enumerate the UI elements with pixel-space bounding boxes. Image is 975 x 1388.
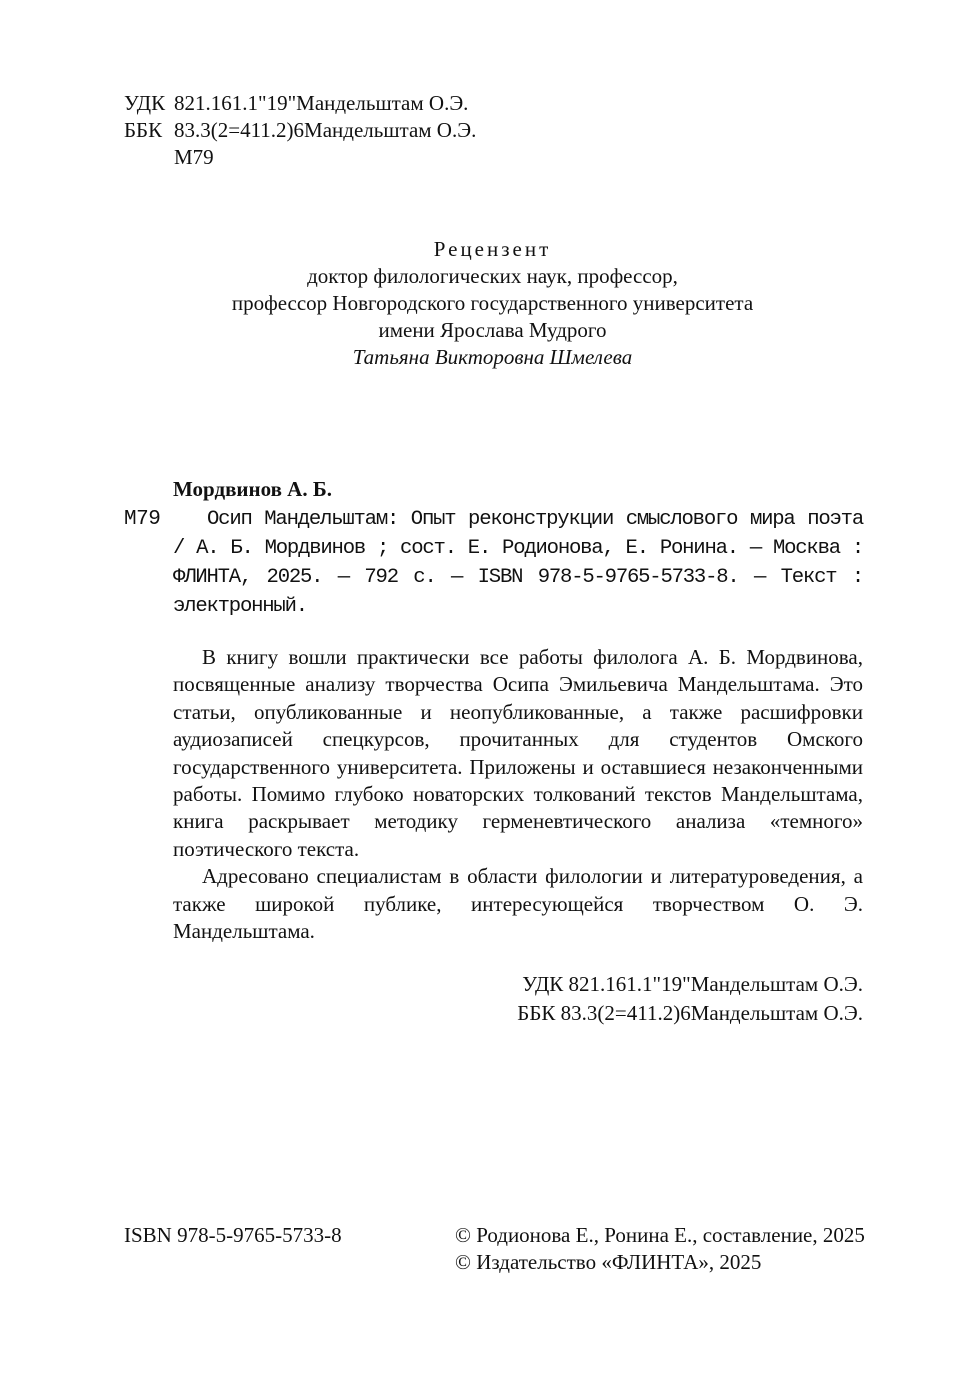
copyright-block xyxy=(455,1222,865,1276)
reviewer-heading: Рецензент xyxy=(433,237,552,261)
author-mark-top: М79 xyxy=(174,145,214,169)
reviewer-name: Татьяна Викторовна Шмелева xyxy=(352,345,633,369)
abstract xyxy=(173,644,863,945)
copyright-publisher: © Издательство «ФЛИНТА», 2025 xyxy=(455,1250,762,1274)
abstract-paragraph: В книгу вошли практически все работы филолога А. Б. Мордвинова, посвященные анализу творчества Осипа Эмильевича Мандельштама. Это статьи, опубликованные и неопубликованные, а также расшифровки аудиозаписей спецкурсов, прочитанных для студентов Омского государственного университета. Приложены и оставшиеся незаконченными работы. Помимо глубоко новаторских толкований текстов Мандельштама, книга раскрывает методику герменевтического анализа «темного» поэтического текста. xyxy=(173,645,863,861)
udk-value: 821.161.1"19"Мандельштам О.Э. xyxy=(174,91,469,115)
reviewer-degree: доктор филологических наук, профессор, xyxy=(307,264,678,288)
udk-line-bottom: УДК 821.161.1"19"Мандельштам О.Э. xyxy=(522,972,863,996)
bbk-line-bottom: ББК 83.3(2=411.2)6Мандельштам О.Э. xyxy=(517,1001,863,1025)
bbk-value: 83.3(2=411.2)6Мандельштам О.Э. xyxy=(174,118,477,142)
isbn: ISBN 978-5-9765-5733-8 xyxy=(124,1223,342,1247)
reviewer-position: профессор Новгородского государственного университета xyxy=(231,291,754,315)
bbk-label: ББК xyxy=(124,118,163,142)
udk-line-top xyxy=(124,90,468,117)
card-author: Мордвинов А. Б. xyxy=(173,477,332,501)
abstract-paragraph: Адресовано специалистам в области филологии и литературоведения, а также широкой публике, интересующейся творчеством О. Э. Мандельштама. xyxy=(173,864,863,944)
bbk-line-top xyxy=(124,117,476,144)
copyright-compilers: © Родионова Е., Ронина Е., составление, 2025 xyxy=(455,1223,865,1247)
card-description: Осип Мандельштам: Опыт реконструкции смыслового мира поэта / А. Б. Мордвинов ; сост. Е. Родионова, Е. Ронина. — Москва : ФЛИНТА, 2025. — 792 с. — ISBN 978-5-9765-5733-8. — Текст : электронный. xyxy=(173,508,863,618)
card-author-mark: М79 xyxy=(124,508,161,531)
reviewer-block xyxy=(120,236,865,371)
reviewer-university: имени Ярослава Мудрого xyxy=(378,318,607,342)
catalog-bottom xyxy=(495,970,863,1028)
udk-label: УДК xyxy=(124,91,166,115)
